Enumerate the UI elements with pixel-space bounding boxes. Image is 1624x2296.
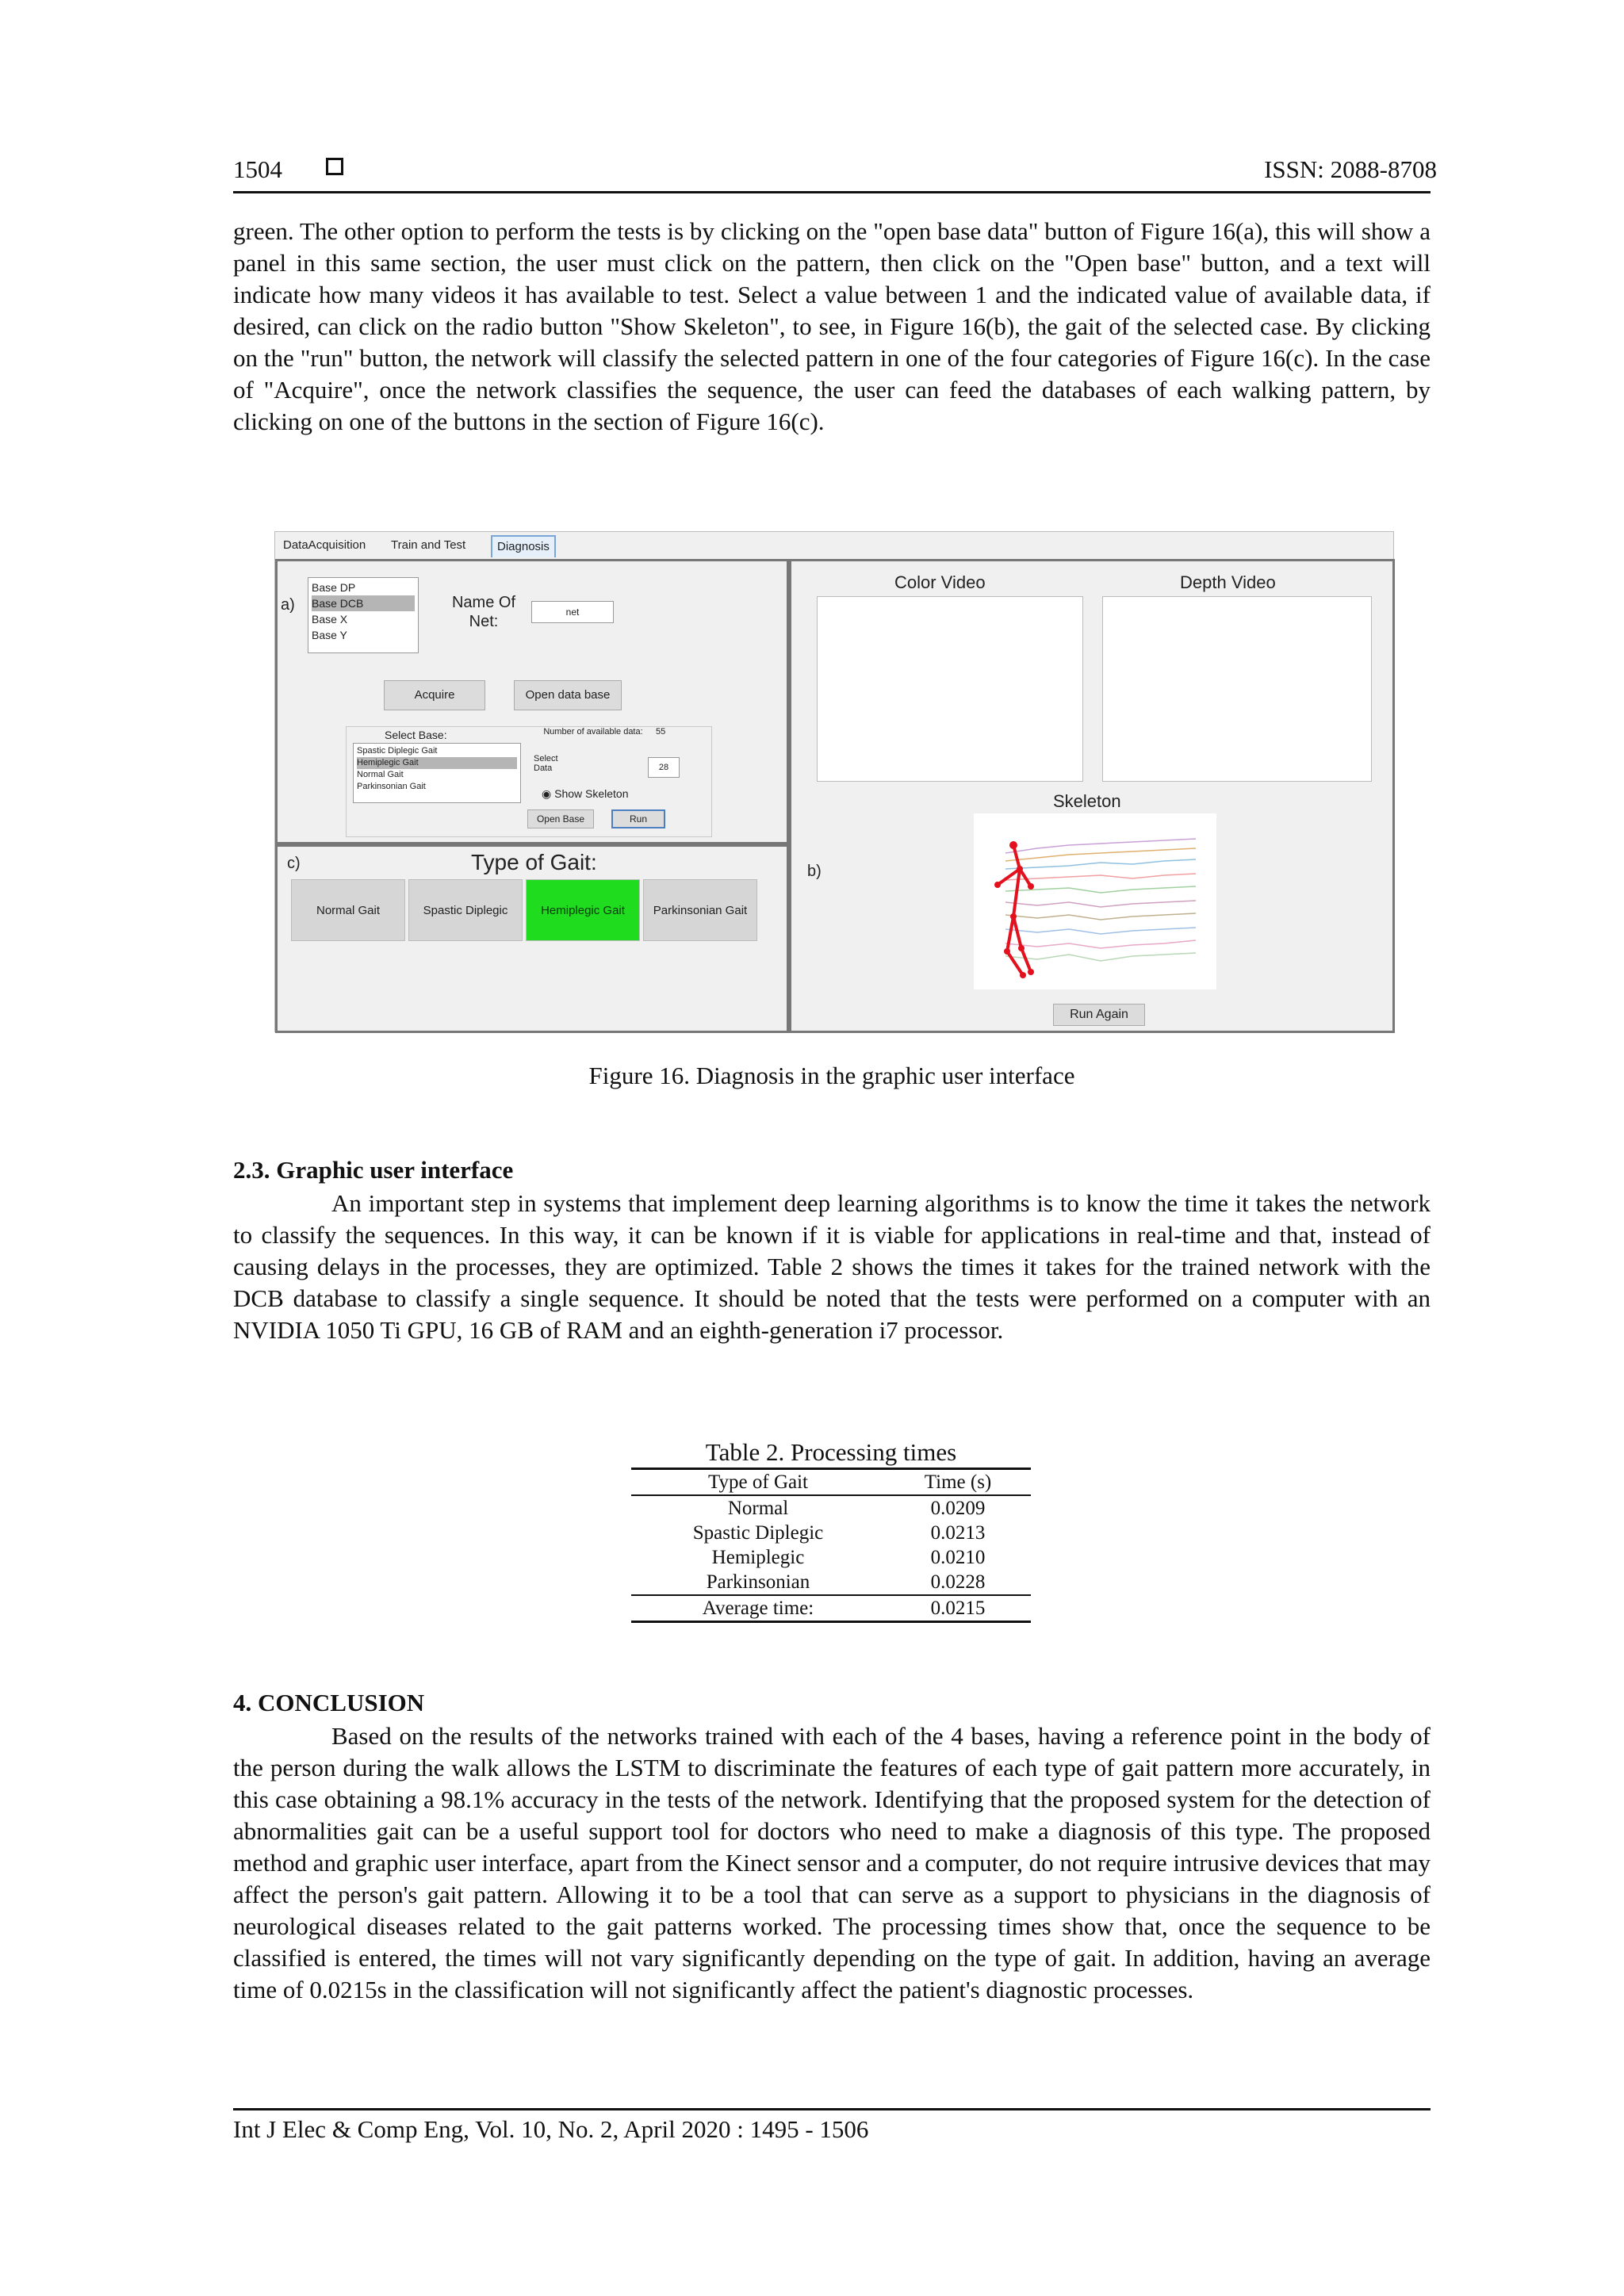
skeleton-label: Skeleton bbox=[1053, 791, 1121, 811]
hemiplegic-gait-button[interactable]: Hemiplegic Gait bbox=[526, 879, 640, 941]
list-item[interactable]: Parkinsonian Gait bbox=[357, 782, 426, 791]
issn: ISSN: 2088-8708 bbox=[1264, 155, 1437, 183]
conclusion-paragraph: Based on the results of the networks trained with each of the 4 bases, having a reference point in the body of the person during the walk allows the LSTM to discriminate the features of each type of gait pattern more accurately, in this case obtaining a 98.1% accuracy in the tests of the network. Identifying that the proposed system for the detection of abnormalities gait can be a useful support tool for doctors who need to make a diagnosis of this type. The proposed method and graphic user interface, apart from the Kinect sensor and a computer, do not require intrusive devices that may affect the person's gait pattern. Allowing it to be a tool that can serve as a support to physicians in the diagnosis of neurological diseases related to the gait patterns worked. The processing times show that, once the sequence to be classified is entered, the times will not vary significantly depending on the type of gait. In addition, having an average time of 0.0215s in the classification will not significantly affect the patient's diagnostic processes. bbox=[233, 1722, 1431, 2003]
list-item[interactable]: Base DP bbox=[312, 581, 356, 594]
parkinsonian-gait-button[interactable]: Parkinsonian Gait bbox=[643, 879, 757, 941]
page-number: 1504 bbox=[233, 155, 282, 183]
panel-a bbox=[275, 559, 789, 844]
list-item[interactable]: Base DCB bbox=[312, 595, 415, 611]
processing-times-table bbox=[631, 1468, 1031, 1623]
table-cell: Normal bbox=[727, 1498, 789, 1519]
header-rule bbox=[233, 191, 1431, 193]
normal-gait-button[interactable]: Normal Gait bbox=[291, 879, 405, 941]
acquire-button[interactable]: Acquire bbox=[384, 680, 485, 710]
figure-caption: Figure 16. Diagnosis in the graphic user interface bbox=[588, 1062, 1075, 1089]
table-cell: 0.0209 bbox=[930, 1498, 986, 1519]
name-of-net-input[interactable]: net bbox=[531, 601, 614, 623]
show-skeleton-label: Show Skeleton bbox=[554, 787, 629, 800]
footer-rule bbox=[233, 2108, 1431, 2110]
table-cell: Spastic Diplegic bbox=[692, 1522, 824, 1544]
spastic-diplegic-button[interactable]: Spastic Diplegic bbox=[408, 879, 523, 941]
table-cell: 0.0215 bbox=[885, 1595, 1031, 1622]
table-row bbox=[631, 1521, 1031, 1545]
color-video-label: Color Video bbox=[894, 572, 986, 592]
table-header-row bbox=[631, 1469, 1031, 1496]
header-box-icon bbox=[326, 158, 343, 175]
table-cell: Hemiplegic bbox=[711, 1547, 805, 1568]
available-data-label: Number of available data: bbox=[543, 727, 643, 737]
tab-train-and-test[interactable]: Train and Test bbox=[391, 538, 466, 552]
open-base-subpanel bbox=[346, 726, 712, 837]
footer-citation: Int J Elec & Comp Eng, Vol. 10, No. 2, April 2020 : 1495 - 1506 bbox=[233, 2115, 869, 2143]
section-2-3-paragraph: An important step in systems that implement deep learning algorithms is to know the time it takes the network to classify the sequences. In this way, it can be known if it is viable for applications in real-time and that, instead of causing delays in the processes, they are optimized. Table 2 shows the times it takes for the trained network with the DCB database to classify a single sequence. It should be noted that the tests were performed on a computer with an NVIDIA 1050 Ti GPU, 16 GB of RAM and an eighth-generation i7 processor. bbox=[233, 1189, 1431, 1344]
table-row bbox=[631, 1570, 1031, 1595]
gait-listbox[interactable] bbox=[353, 743, 521, 803]
column-header: Time (s) bbox=[885, 1469, 1031, 1496]
panel-c-label: c) bbox=[287, 855, 301, 872]
show-skeleton-radio[interactable] bbox=[542, 787, 629, 801]
list-item[interactable]: Hemiplegic Gait bbox=[357, 757, 517, 769]
list-item[interactable]: Spastic Diplegic Gait bbox=[357, 746, 438, 756]
table-cell: 0.0228 bbox=[930, 1571, 986, 1593]
panel-b bbox=[789, 559, 1395, 1033]
select-base-label: Select Base: bbox=[385, 729, 447, 741]
type-of-gait-title: Type of Gait: bbox=[471, 850, 597, 874]
table-row bbox=[631, 1495, 1031, 1521]
select-data-input[interactable]: 28 bbox=[648, 757, 680, 778]
list-item[interactable]: Base Y bbox=[312, 629, 347, 641]
column-header: Type of Gait bbox=[631, 1469, 885, 1496]
table-cell: 0.0210 bbox=[930, 1547, 986, 1568]
tab-diagnosis[interactable]: Diagnosis bbox=[491, 535, 556, 557]
open-base-button[interactable]: Open Base bbox=[527, 809, 594, 828]
color-video-frame bbox=[817, 596, 1083, 782]
run-again-button[interactable]: Run Again bbox=[1053, 1004, 1145, 1026]
panel-a-label: a) bbox=[281, 596, 295, 614]
table-row bbox=[631, 1545, 1031, 1570]
select-data-label: Select Data bbox=[534, 754, 558, 773]
depth-video-label: Depth Video bbox=[1180, 572, 1276, 592]
table-cell: Parkinsonian bbox=[706, 1571, 810, 1593]
run-button[interactable]: Run bbox=[611, 809, 665, 828]
name-of-net-label: Name Of Net: bbox=[451, 594, 516, 630]
radio-icon: ◉ bbox=[542, 787, 555, 800]
section-heading-conclusion: 4. CONCLUSION bbox=[233, 1689, 425, 1716]
table-cell: 0.0213 bbox=[930, 1522, 986, 1544]
panel-b-label: b) bbox=[807, 863, 822, 880]
figure-16-gui bbox=[274, 531, 1394, 1032]
intro-paragraph: green. The other option to perform the tests is by clicking on the "open base data" button of Figure 16(a), this will show a panel in this same section, the user must click on the pattern, then click on the "Open base" button, and a text will indicate how many videos it has available to test. Select a value between 1 and the indicated value of available data, if desired, can click on the radio button "Show Skeleton", to see, in Figure 16(b), the gait of the selected case. By clicking on the "run" button, the network will classify the selected pattern in one of the four categories of Figure 16(c). In the case of "Acquire", once the network classifies the sequence, the user can feed the databases of each walking pattern, by clicking on one of the buttons in the section of Figure 16(c). bbox=[233, 217, 1431, 435]
skeleton-plot bbox=[974, 813, 1216, 989]
depth-video-frame bbox=[1102, 596, 1372, 782]
table-cell: Average time: bbox=[631, 1595, 885, 1622]
available-data-value: 55 bbox=[656, 727, 666, 737]
list-item[interactable]: Normal Gait bbox=[357, 770, 404, 779]
section-heading-2-3: 2.3. Graphic user interface bbox=[233, 1156, 514, 1184]
list-item[interactable]: Base X bbox=[312, 613, 348, 626]
open-data-base-button[interactable]: Open data base bbox=[514, 680, 622, 710]
base-listbox[interactable] bbox=[308, 577, 419, 653]
table-average-row bbox=[631, 1595, 1031, 1622]
table-title: Table 2. Processing times bbox=[705, 1438, 957, 1466]
tab-data-acquisition[interactable]: DataAcquisition bbox=[283, 538, 366, 552]
